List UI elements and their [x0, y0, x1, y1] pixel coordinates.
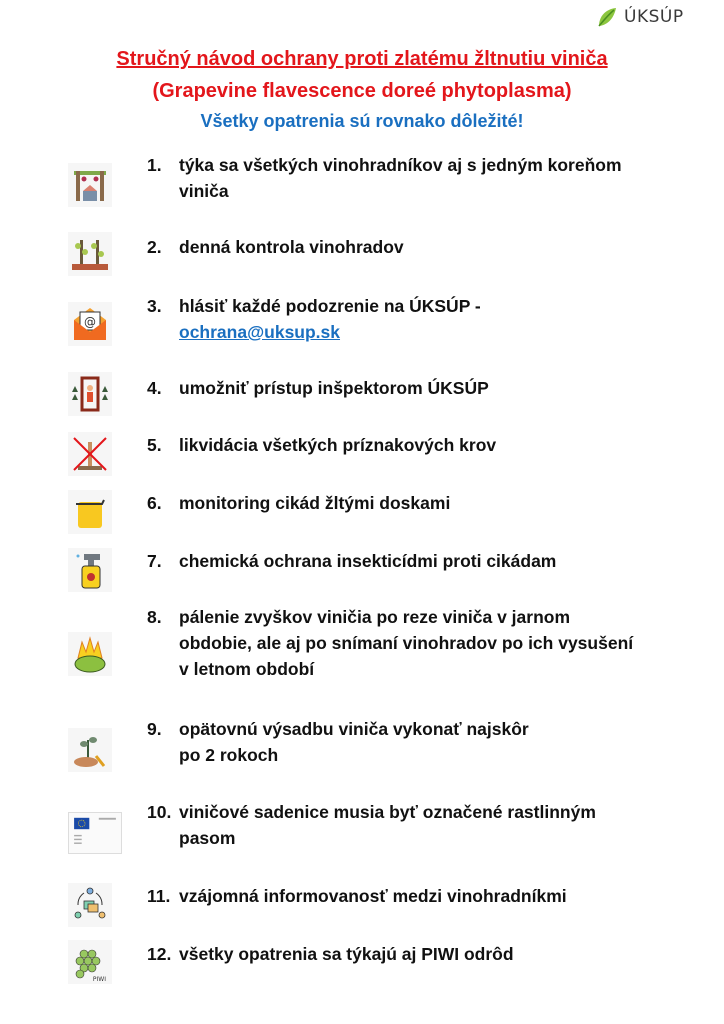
item-number: 10. — [147, 802, 172, 822]
logo-text: ÚKSÚP — [624, 7, 684, 27]
list-item — [147, 548, 687, 574]
item-number: 11. — [147, 886, 171, 906]
item-number: 1. — [147, 155, 162, 175]
item-text: opätovnú výsadbu viniča vykonať najskôr — [179, 719, 529, 739]
item-number: 12. — [147, 944, 172, 964]
item-number: 2. — [147, 237, 162, 257]
item-text: viniča — [179, 181, 229, 201]
crossed-vine-icon — [68, 432, 112, 476]
list-item — [147, 432, 687, 458]
item-text: likvidácia všetkých príznakových krov — [179, 435, 497, 455]
list-item — [147, 604, 687, 682]
grapes-piwi-icon — [68, 940, 112, 984]
item-text: monitoring cikád žltými doskami — [179, 493, 451, 513]
item-number: 3. — [147, 296, 162, 316]
vineyard-house-icon — [68, 163, 112, 207]
uksup-logo — [596, 6, 684, 28]
item-number: 6. — [147, 493, 162, 513]
spray-bottle-icon — [68, 548, 112, 592]
inspector-gate-icon — [68, 372, 112, 416]
item-text: týka sa všetkých vinohradníkov aj s jedným koreňom — [179, 155, 622, 175]
item-number: 4. — [147, 378, 162, 398]
item-text: po 2 rokoch — [179, 745, 279, 765]
communication-people-icon — [68, 883, 112, 927]
burning-bush-icon — [68, 632, 112, 676]
item-number: 7. — [147, 551, 162, 571]
list-item — [147, 234, 687, 260]
item-text: v letnom období — [179, 659, 315, 679]
page-subtitle: Všetky opatrenia sú rovnako dôležité! — [200, 111, 524, 131]
list-item — [147, 716, 687, 768]
page-title-latin: (Grapevine flavescence doreé phytoplasma) — [152, 80, 572, 102]
item-number: 8. — [147, 607, 162, 627]
list-item — [147, 490, 687, 516]
item-number: 9. — [147, 719, 162, 739]
item-text: umožniť prístup inšpektorom ÚKSÚP — [179, 378, 489, 398]
list-item — [147, 941, 687, 967]
item-text: hlásiť každé podozrenie na ÚKSÚP - — [179, 296, 481, 316]
list-item — [147, 883, 687, 909]
item-text: denná kontrola vinohradov — [179, 237, 404, 257]
page-title: Stručný návod ochrany proti zlatému žltnutiu viniča — [116, 48, 608, 70]
yellow-trap-icon — [68, 490, 112, 534]
piwi-label: PIWI — [92, 976, 106, 982]
item-text: vzájomná informovanosť medzi vinohradníkmi — [179, 886, 567, 906]
list-item — [147, 293, 687, 345]
item-text: všetky opatrenia sa týkajú aj PIWI odrôd — [179, 944, 514, 964]
leaf-icon — [596, 6, 618, 28]
item-text: pálenie zvyškov viničia po reze viniča v jarnom — [179, 607, 571, 627]
vine-rows-icon — [68, 232, 112, 276]
list-item — [147, 152, 687, 204]
item-number: 5. — [147, 435, 162, 455]
list-item — [147, 375, 687, 401]
seedling-trowel-icon — [68, 728, 112, 772]
item-text: chemická ochrana insekticídmi proti cikádam — [179, 551, 557, 571]
plant-passport-icon — [68, 812, 122, 854]
svg-text:@: @ — [84, 315, 96, 329]
email-link[interactable]: ochrana@uksup.sk — [179, 322, 341, 342]
list-item — [147, 799, 687, 851]
item-text: obdobie, ale aj po snímaní vinohradov po ich vysušení — [179, 633, 634, 653]
item-text: pasom — [179, 828, 236, 848]
item-text: viničové sadenice musia byť označené rastlinným — [179, 802, 596, 822]
email-envelope-icon — [68, 302, 112, 346]
